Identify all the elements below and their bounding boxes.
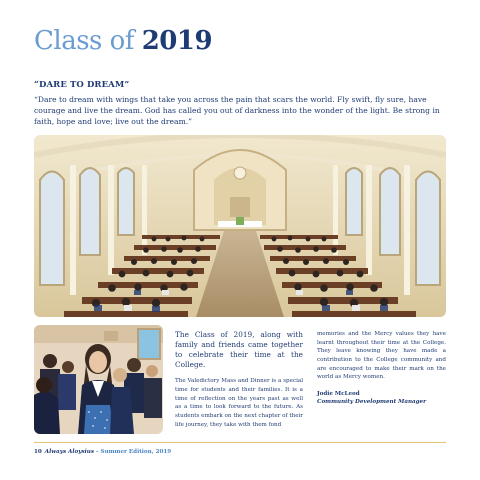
article-column-1 — [175, 330, 303, 429]
title-year: 2019 — [141, 26, 213, 56]
article-lead: The Class of 2019, along with family and friends came together to celebrate their time at the College. — [175, 330, 303, 370]
chapel-mass-photo — [34, 135, 446, 317]
footer-divider — [34, 442, 446, 443]
intro-quote: “Dare to dream with wings that take you across the pain that scars the world. Fly swift, fly sure, have courage and live the dream. God has called you out of darkness into the wonder of the light. Be strong in faith, hope and love; live out the dream.” — [34, 95, 440, 126]
students-illustration — [34, 325, 163, 434]
article-body-2: memories and the Mercy values they have learnt throughout their time at the College. They leave knowing they have made a contribution to the College community and are encouraged to make their mark on the world as Mercy women. — [317, 331, 446, 381]
article-column-2 — [317, 330, 446, 407]
chapel-illustration — [34, 135, 446, 317]
students-photo — [34, 325, 163, 434]
author-role: Community Development Manager — [317, 399, 427, 406]
page-number: 10 — [34, 449, 42, 455]
page-footer — [34, 449, 171, 455]
article-body-1: The Valedictory Mass and Dinner is a special time for students and their families. It is a time of reflection on the years past as well as a time to look forward to the future. As students embark on the next chapter of their life journey, they take with them fond — [175, 378, 303, 428]
title-prefix: Class of — [34, 26, 134, 56]
quote-heading: “DARE TO DREAM” — [34, 80, 130, 90]
publication-name: Always Aloysius — [44, 449, 94, 455]
page-title — [34, 28, 212, 54]
author-name: Jodie McLeod — [317, 390, 360, 397]
edition-label: – Summer Edition, 2019 — [95, 449, 172, 455]
